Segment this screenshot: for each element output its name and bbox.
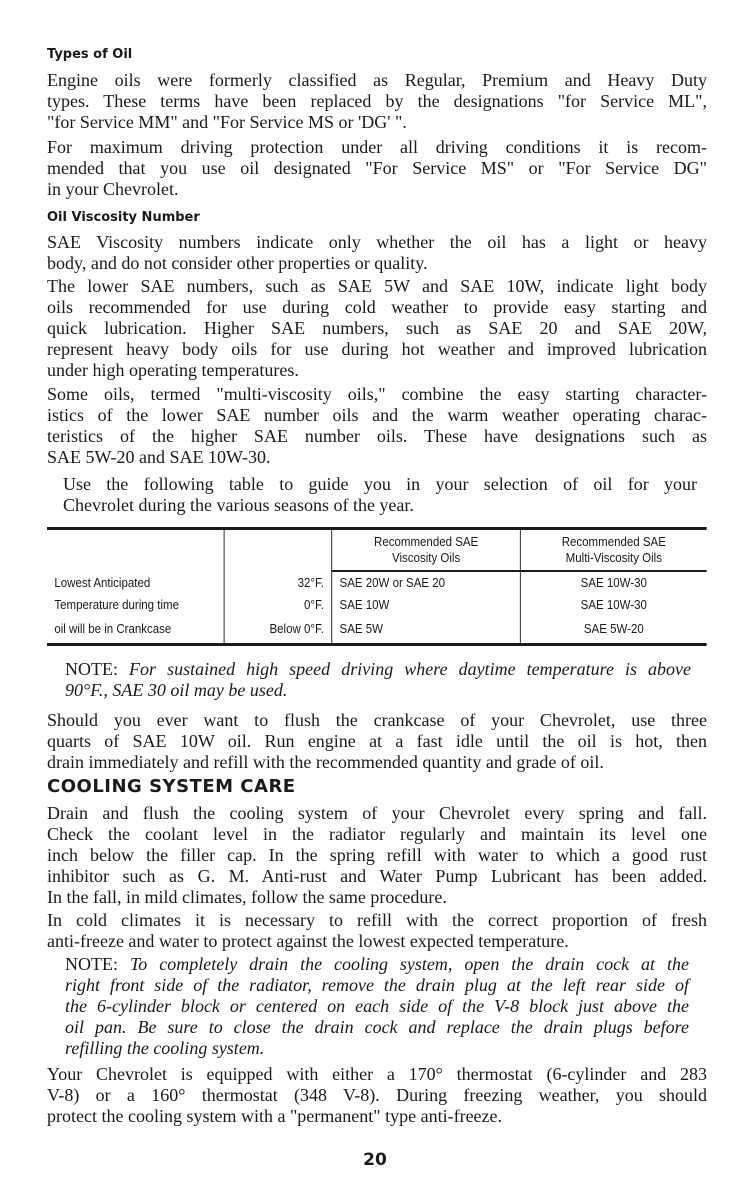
text-line: quarts of SAE 10W oil. Run engine at a fast idle until the oil is hot, then (47, 731, 707, 751)
text-line (65, 659, 691, 680)
header-viscosity-oils: Recommended SAE Viscosity Oils (332, 529, 521, 572)
text-line: body, and do not consider other properties or quality. (47, 253, 428, 273)
text-line: Some oils, termed "multi-viscosity oils," combine the easy starting character- (47, 384, 707, 404)
text-line: Chevrolet during the various seasons of the year. (63, 495, 414, 515)
text-line: refilling the cooling system. (65, 1038, 265, 1058)
text-line: oils recommended for use during cold weather to provide easy starting and (47, 297, 707, 317)
oil-selection-table (47, 527, 707, 646)
paragraph-sae-viscosity (47, 232, 707, 274)
text-line: In the fall, in mild climates, follow the same procedure. (47, 887, 447, 907)
text-line: teristics of the higher SAE number oils. These have designations such as (47, 426, 707, 446)
text-line: types. These terms have been replaced by the designations "for Service ML", (47, 91, 707, 111)
text-line: oil pan. Be sure to close the drain cock and replace the drain plugs before (65, 1017, 689, 1037)
text-line: inch below the filler cap. In the spring refill with water to which a good rust (47, 845, 707, 865)
paragraph-oil-types (47, 70, 707, 133)
text-line: represent heavy body oils for use during hot weather and improved lubrication (47, 339, 707, 359)
text-line: drain immediately and refill with the recommended quantity and grade of oil. (47, 752, 604, 772)
paragraph-flush-crankcase (47, 710, 707, 773)
text-line: anti-freeze and water to protect against the lowest expected temperature. (47, 931, 569, 951)
text-line: Engine oils were formerly classified as Regular, Premium and Heavy Duty (47, 70, 707, 90)
table-row: Lowest Anticipated 32°F. SAE 20W or SAE 20 SAE 10W-30 (47, 571, 707, 595)
text-line: For maximum driving protection under all driving conditions it is recom- (47, 137, 707, 157)
table-row: Temperature during time 0°F. SAE 10W SAE 10W-30 (47, 595, 707, 616)
text-line: istics of the lower SAE number oils and the warm weather operating charac- (47, 405, 707, 425)
note-text: To completely drain the cooling system, open the drain cock at the (129, 954, 689, 974)
text-line: 90°F., SAE 30 oil may be used. (65, 680, 288, 700)
note-label: NOTE: (65, 659, 118, 679)
text-line: in your Chevrolet. (47, 179, 179, 199)
types-of-oil-heading: Types of Oil (47, 47, 133, 62)
text-line: Check the coolant level in the radiator regularly and maintain its level one (47, 824, 707, 844)
text-line: Drain and flush the cooling system of your Chevrolet every spring and fall. (47, 803, 707, 823)
text-line: mended that you use oil designated "For Service MS" or "For Service DG" (47, 158, 707, 178)
text-line: the 6-cylinder block or centered on each side of the V-8 block just above the (65, 996, 689, 1016)
text-line: "for Service MM" and "For Service MS or 'DG' ". (47, 112, 407, 132)
text-line: under high operating temperatures. (47, 360, 299, 380)
text-line: inhibitor such as G. M. Anti-rust and Water Pump Lubricant has been added. (47, 866, 707, 886)
paragraph-cold-climates (47, 910, 707, 952)
cooling-system-heading: COOLING SYSTEM CARE (47, 776, 296, 797)
text-line: Your Chevrolet is equipped with either a 170° thermostat (6-cylinder and 283 (47, 1064, 707, 1084)
text-line: right front side of the radiator, remove the drain plug at the left rear side of (65, 975, 689, 995)
note-label: NOTE: (65, 954, 118, 974)
text-line: The lower SAE numbers, such as SAE 5W and SAE 10W, indicate light body (47, 276, 707, 296)
text-line: protect the cooling system with a "permanent" type anti-freeze. (47, 1106, 503, 1126)
text-line: V-8) or a 160° thermostat (348 V-8). During freezing weather, you should (47, 1085, 707, 1105)
note-drain-cooling (65, 954, 689, 1059)
text-line: SAE 5W-20 and SAE 10W-30. (47, 447, 271, 467)
note-high-speed (65, 659, 691, 701)
paragraph-drain-flush (47, 803, 707, 908)
text-line: SAE Viscosity numbers indicate only whether the oil has a light or heavy (47, 232, 707, 252)
header-multi-viscosity-oils: Recommended SAE Multi-Viscosity Oils (521, 529, 707, 572)
paragraph-thermostat (47, 1064, 707, 1127)
text-line: quick lubrication. Higher SAE numbers, such as SAE 20 and SAE 20W, (47, 318, 707, 338)
note-text: For sustained high speed driving where daytime temperature is above (129, 659, 692, 679)
text-line: Use the following table to guide you in your selection of oil for your (63, 474, 697, 494)
paragraph-multi-viscosity (47, 384, 707, 468)
page-number: 20 (363, 1150, 387, 1170)
paragraph-table-intro (63, 474, 697, 516)
paragraph-oil-recommendation (47, 137, 707, 200)
table-row: oil will be in Crankcase Below 0°F. SAE 5W SAE 5W-20 (47, 616, 707, 644)
text-line: In cold climates it is necessary to refill with the correct proportion of fresh (47, 910, 707, 930)
text-line (65, 954, 689, 975)
paragraph-lower-sae (47, 276, 707, 381)
oil-viscosity-heading: Oil Viscosity Number (47, 210, 200, 225)
text-line: Should you ever want to flush the crankcase of your Chevrolet, use three (47, 710, 707, 730)
